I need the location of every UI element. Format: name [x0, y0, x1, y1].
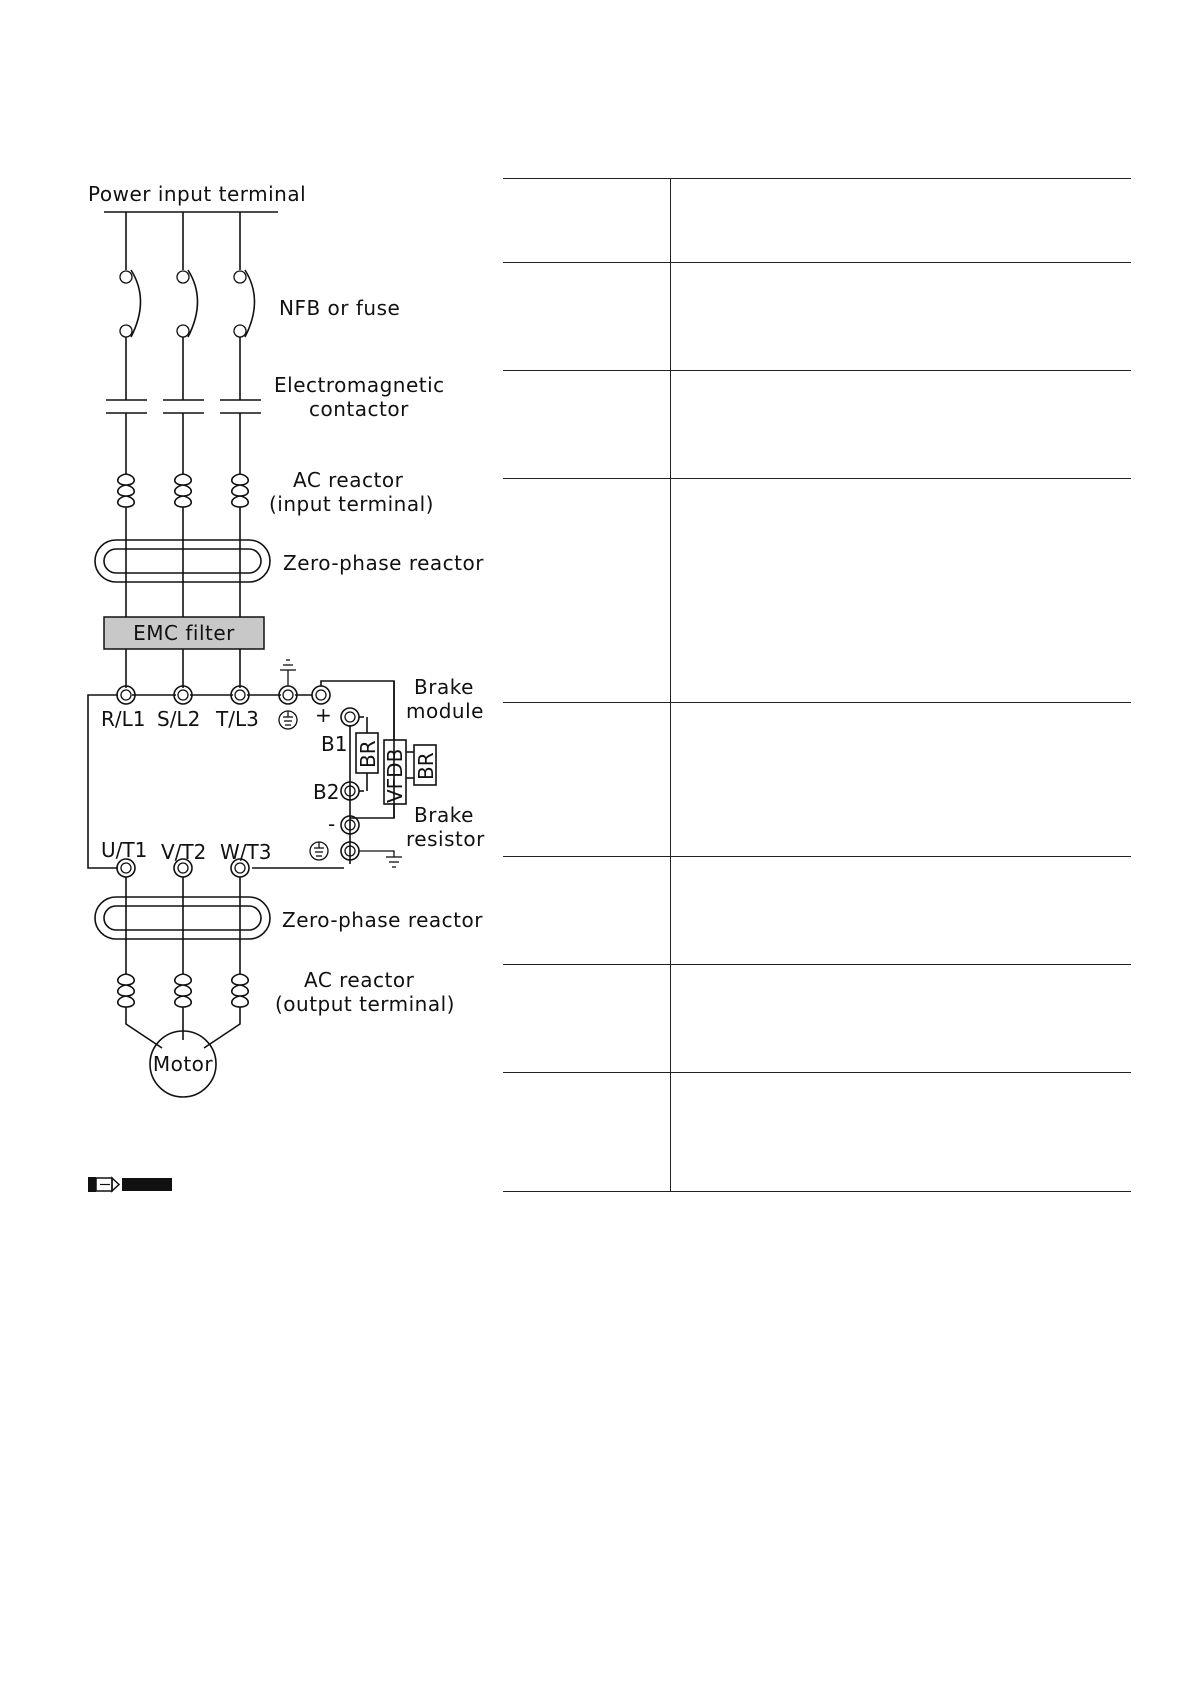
earth-terminal-symbol-bottom — [310, 842, 328, 860]
table-row — [503, 964, 1131, 965]
nfb-label: NFB or fuse — [279, 296, 401, 320]
phase-lines-filter-terminals — [126, 649, 240, 688]
ac-reactor-output-label-line1: AC reactor — [304, 968, 415, 992]
terminal-s: S/L2 — [157, 707, 201, 731]
table-row — [503, 478, 1131, 479]
terminal-plus-circle — [341, 708, 359, 726]
emc-filter-label: EMC filter — [133, 621, 235, 645]
vfdb-label: VFDB — [383, 748, 407, 803]
table-row — [503, 370, 1131, 371]
terminal-b2: B2 — [313, 780, 340, 804]
phase-lines-output — [126, 877, 240, 974]
motor-label: Motor — [152, 1052, 214, 1076]
table-column-divider — [670, 178, 671, 1192]
terminal-minus: - — [328, 812, 336, 836]
coil-icon-output — [118, 974, 249, 1007]
brake-module-label-line1: Brake — [414, 675, 474, 699]
contactor-label-line2: contactor — [309, 397, 409, 421]
terminal-v: V/T2 — [161, 840, 207, 864]
phase-lines-nfb-contactor — [126, 337, 240, 400]
note-icon — [86, 1174, 186, 1196]
terminal-plus: + — [315, 703, 332, 727]
description-table — [503, 178, 1131, 1192]
ac-reactor-input-label-line1: AC reactor — [293, 468, 404, 492]
terminal-u: U/T1 — [101, 838, 148, 862]
phase-lines-top — [126, 212, 240, 270]
terminal-t: T/L3 — [216, 707, 259, 731]
earth-terminal-symbol-top — [279, 711, 297, 729]
zero-phase-bottom-label: Zero-phase reactor — [282, 908, 483, 932]
table-bottom-rule — [503, 1191, 1131, 1192]
brake-module-label-line2: module — [406, 699, 484, 723]
terminal-w: W/T3 — [220, 840, 272, 864]
ac-reactor-output-label-line2: (output terminal) — [275, 992, 455, 1016]
table-row — [503, 856, 1131, 857]
phase-lines-reactor-filter — [126, 507, 240, 617]
contactor-symbol — [106, 400, 261, 413]
table-row — [503, 702, 1131, 703]
wiring-diagram — [0, 0, 500, 1100]
table-row — [503, 262, 1131, 263]
terminal-r: R/L1 — [101, 707, 146, 731]
zero-phase-top-label: Zero-phase reactor — [283, 551, 484, 575]
ground-icon-bottom — [359, 851, 402, 867]
brake-resistor-label-line2: resistor — [406, 827, 485, 851]
ground-icon — [280, 660, 296, 686]
contactor-label-line1: Electromagnetic — [274, 373, 445, 397]
fuse-icon — [120, 270, 255, 337]
coil-icon — [118, 474, 249, 507]
table-row — [503, 1072, 1131, 1073]
terminal-b1: B1 — [321, 732, 348, 756]
ac-reactor-input-label-line2: (input terminal) — [269, 492, 434, 516]
br-label-1: BR — [356, 740, 380, 768]
table-row — [503, 178, 1131, 179]
brake-resistor-label-line1: Brake — [414, 803, 474, 827]
motor-wires — [126, 1007, 240, 1048]
phase-lines-contactor-reactor — [126, 413, 240, 474]
br-label-2: BR — [414, 752, 438, 780]
power-input-label: Power input terminal — [88, 182, 307, 206]
